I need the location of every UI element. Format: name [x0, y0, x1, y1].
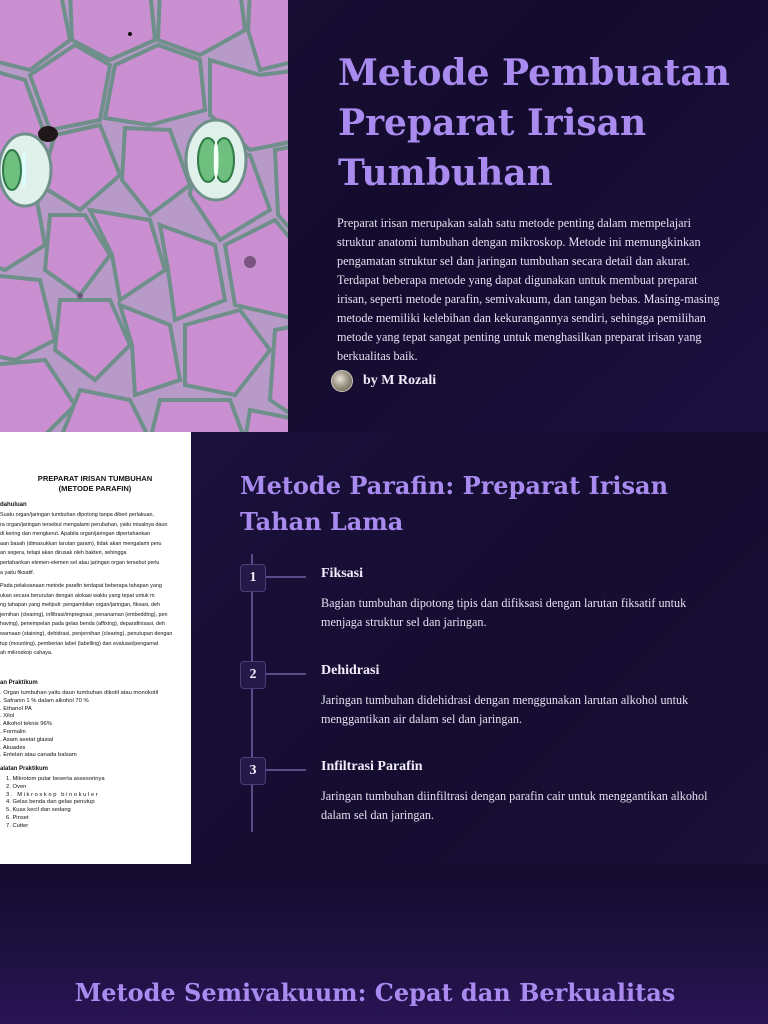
timeline-line — [251, 554, 253, 832]
document-section-heading: an Praktikum — [0, 680, 38, 686]
list-item: 6. Pinset — [6, 814, 29, 821]
slide-semivakuum — [0, 864, 768, 1024]
list-item: . Alkohol teknis 96% — [0, 721, 52, 728]
list-item: . Asam asetat glasial — [0, 736, 54, 743]
list-item: . Akuades — [0, 744, 26, 751]
document-line: ukan secara berurutan dengan alokasi waktu yang tepat untuk m — [0, 592, 155, 599]
list-item: . Entelan atau canada balsam — [0, 752, 77, 759]
list-item: . Safranin 1 % dalam alkohol 70 % — [0, 697, 89, 704]
document-line: tup (mounting), pemberian label (labelling) dan evaluasi/pengamat — [0, 640, 159, 647]
document-title-line2: (METODE PARAFIN) — [58, 484, 132, 493]
step-title: Dehidrasi — [321, 663, 380, 678]
step-connector — [266, 769, 306, 771]
document-line: aan basah (dimasukkan larutan garam), tidak akan mengalami peru — [0, 540, 162, 547]
document-section-heading: alatan Praktikum — [0, 766, 49, 772]
document-materials-list — [0, 690, 158, 760]
step-number: 2 — [240, 661, 266, 689]
document-tools-list — [6, 776, 105, 831]
document-line: ng tahapan yang meliputi: pengambilan organ/jaringan, fiksasi, deh — [0, 602, 161, 609]
document-title-line1: PREPARAT IRISAN TUMBUHAN — [37, 474, 153, 483]
document-line: warnaan (staining), dehidrasi, penjernihan (clearing), penutupan dengan — [0, 630, 173, 637]
step-number: 3 — [240, 757, 266, 785]
document-title — [30, 474, 160, 494]
document-line: ah mikroskop cahaya. — [0, 650, 53, 657]
section-title: Metode Semivakuum: Cepat dan Berkualitas — [74, 978, 676, 1007]
list-item: . Formalin — [0, 728, 26, 735]
slide-intro — [0, 0, 768, 432]
document-section-heading: dahuluan — [0, 502, 27, 508]
list-item: 4. Gelas benda dan gelas penutup — [6, 799, 95, 806]
document-preview — [0, 432, 191, 864]
document-paragraph — [0, 511, 190, 578]
step-description: Bagian tumbuhan dipotong tipis dan difiksasi dengan larutan fiksatif untuk menjaga struktur sel dan jaringan. — [321, 596, 687, 629]
avatar — [331, 370, 353, 392]
intro-paragraph: Preparat irisan merupakan salah satu metode penting dalam mempelajari struktur anatomi tumbuhan dengan mikroskop. Metode ini memungkinkan pengamatan struktur sel dan jaringan tumbuhan secara detail dan akurat. Terdapat beberapa metode yang dapat digunakan untuk membuat preparat irisan, seperti metode parafin, semivakuum, dan tangan bebas. Masing-masing metode memiliki kelebihan dan kekurangannya sendiri, sehingga pemilihan metode yang tepat sangat penting untuk menghasilkan preparat irisan yang berkualitas baik. — [337, 216, 720, 363]
section-title: Metode Parafin: Preparat Irisan Tahan Lama — [240, 471, 669, 536]
step-description: Jaringan tumbuhan didehidrasi dengan menggunakan larutan alkohol untuk menggantikan air dalam sel dan jaringan. — [321, 693, 689, 726]
document-line: jernihan (clearing), infiltrasi/impregnasi, penanaman (embedding), pen — [0, 611, 168, 618]
list-item: 5. Kuas kecil dan sedang — [6, 807, 71, 814]
list-item: 2. Oven — [6, 783, 27, 790]
list-item: 7. Cutter — [6, 822, 29, 829]
list-item: . Ethanol PA — [0, 705, 32, 712]
slide-parafin — [0, 432, 768, 864]
step-connector — [266, 576, 306, 578]
step-title: Infiltrasi Parafin — [321, 759, 423, 774]
step-title: Fiksasi — [321, 566, 364, 581]
document-line: a yaitu fiksatif. — [0, 569, 35, 576]
document-line: an segera, tetapi akan dirusak oleh bakteri, sehingga — [0, 550, 127, 557]
document-line: ra organ/jaringan tersebut mengalami perubahan, yaitu misalnya daun — [0, 521, 168, 528]
document-line: di kering dan mengkerut. Apabila organ/jaringan dipertahankan — [0, 531, 151, 538]
document-line: having), penempelan pada gelas benda (affixing), deparafinisasi, deh — [0, 621, 166, 628]
step-connector — [266, 673, 306, 675]
page-title: Metode Pembuatan Preparat Irisan Tumbuhan — [338, 52, 730, 194]
document-line: Suatu organ/jaringan tumbuhan dipotong tanpa diberi perlakuan, — [0, 512, 155, 518]
step-number: 1 — [240, 564, 266, 592]
list-item: . Organ tumbuhan yaitu daun tumbuhan dikotil atau monokotil — [0, 690, 159, 696]
author-name: by M Rozali — [363, 373, 437, 388]
list-item: . Xilol — [0, 713, 15, 720]
step-description: Jaringan tumbuhan diinfiltrasi dengan parafin cair untuk menggantikan alkohol dalam sel dan jaringan. — [321, 789, 708, 822]
list-item: 3. Mikroskop binokuler — [6, 791, 100, 798]
document-line: pertahankan elemen-elemen sel atau jaringan organ tersebut perlu — [0, 559, 160, 566]
document-paragraph — [0, 582, 190, 659]
plant-cell-micrograph — [0, 0, 288, 432]
author-byline — [331, 370, 436, 392]
document-line: Pada pelaksanaan metode parafin terdapat beberapa tahapan yang — [0, 583, 162, 589]
list-item: 1. Mikrotom putar beserta assesorinya — [6, 776, 105, 782]
